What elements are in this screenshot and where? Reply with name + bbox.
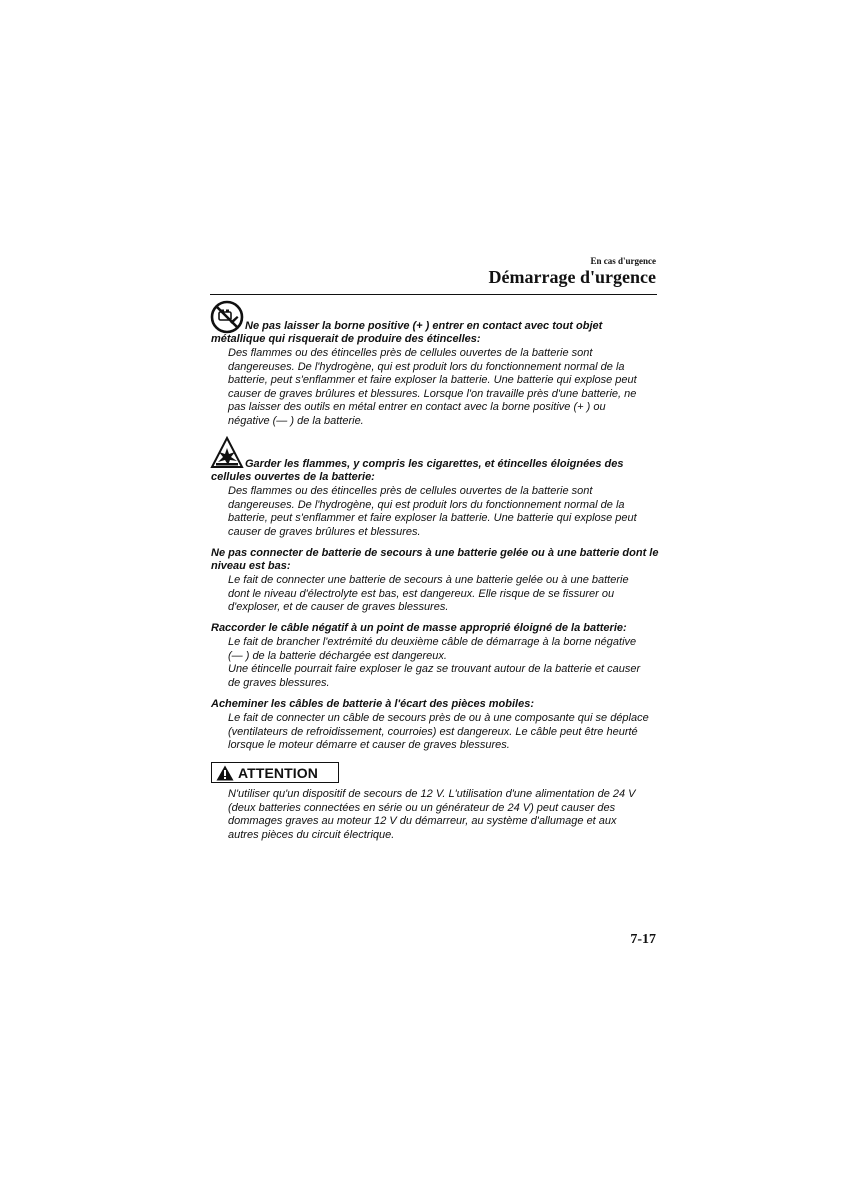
warning-body xyxy=(228,574,629,615)
body-line: de graves blessures. xyxy=(228,676,330,689)
body-line: causer de graves brûlures et blessures. xyxy=(228,525,421,538)
warning-triangle-icon xyxy=(216,765,234,781)
attention-box xyxy=(211,762,339,783)
body-line: Une étincelle pourrait faire exploser le gaz se trouvant autour de la batterie et causer xyxy=(228,663,641,676)
body-line: dommages graves au moteur 12 V du démarreur, au système d'allumage et aux xyxy=(228,815,617,828)
header-rule xyxy=(210,294,657,295)
warning-body xyxy=(228,485,637,539)
warning-heading: Garder les flammes, y compris les cigarettes, et étincelles éloignées des xyxy=(245,458,624,470)
body-line: Le fait de connecter un câble de secours près de ou à une composante qui se déplace xyxy=(228,712,649,724)
body-line: dangereuses. De l'hydrogène, qui est produit lors du fonctionnement normal de la xyxy=(228,498,625,511)
body-line: autres pièces du circuit électrique. xyxy=(228,828,395,841)
body-line: dont le niveau d'électrolyte est bas, est dangereux. Elle risque de se fissurer ou xyxy=(228,587,615,600)
body-line: dangereuses. De l'hydrogène, qui est produit lors du fonctionnement normal de la xyxy=(228,360,625,373)
explosion-warning-icon xyxy=(210,436,244,470)
body-line: N'utiliser qu'un dispositif de secours de 12 V. L'utilisation d'une alimentation de 24 V xyxy=(228,788,636,800)
warning-body xyxy=(228,347,637,429)
body-line: batterie, peut s'enflammer et faire exploser la batterie. Une batterie qui explose peut xyxy=(228,374,637,387)
no-metal-tools-icon xyxy=(210,300,244,334)
warning-heading: Ne pas laisser la borne positive (+ ) entrer en contact avec tout objet xyxy=(245,320,603,332)
body-line: lorsque le moteur démarre et causer de graves blessures. xyxy=(228,739,510,752)
page-number: 7-17 xyxy=(630,932,656,947)
body-line: (deux batteries connectées en série ou un générateur de 24 V) peut causer des xyxy=(228,801,616,814)
heading-line: Ne pas connecter de batterie de secours à une batterie gelée ou à une batterie dont le xyxy=(211,547,659,559)
body-line: Des flammes ou des étincelles près de cellules ouvertes de la batterie sont xyxy=(228,485,593,497)
body-line: négative (— ) de la batterie. xyxy=(228,414,364,427)
attention-label: ATTENTION xyxy=(238,764,318,781)
warning-heading xyxy=(211,622,627,635)
warning-body xyxy=(228,712,649,753)
heading-line: Acheminer les câbles de batterie à l'écart des pièces mobiles: xyxy=(211,698,534,710)
warning-body xyxy=(228,636,640,690)
section-label: En cas d'urgence xyxy=(590,256,656,266)
body-line: pas laisser des outils en métal entrer en contact avec la borne positive (+ ) ou xyxy=(228,401,606,414)
body-line: Le fait de connecter une batterie de secours à une batterie gelée ou à une batterie xyxy=(228,574,629,586)
heading-line: Raccorder le câble négatif à un point de masse approprié éloigné de la batterie: xyxy=(211,622,627,634)
heading-line: niveau est bas: xyxy=(211,560,291,573)
body-line: Le fait de brancher l'extrémité du deuxième câble de démarrage à la borne négative xyxy=(228,636,637,648)
warning-heading xyxy=(211,547,658,574)
body-line: (— ) de la batterie déchargée est dangereux. xyxy=(228,649,447,662)
warning-heading xyxy=(211,698,534,711)
body-line: batterie, peut s'enflammer et faire exploser la batterie. Une batterie qui explose peut xyxy=(228,512,637,525)
body-line: Des flammes ou des étincelles près de cellules ouvertes de la batterie sont xyxy=(228,347,593,359)
body-line: causer de graves brûlures et blessures. Lorsque l'on travaille près d'une batterie, ne xyxy=(228,387,637,400)
warning-heading: métallique qui risquerait de produire des étincelles: xyxy=(211,333,481,345)
body-line: d'exploser, et de causer de graves blessures. xyxy=(228,601,449,614)
body-line: (ventilateurs de refroidissement, courroies) est dangereux. Le câble peut être heurté xyxy=(228,725,638,738)
warning-heading: cellules ouvertes de la batterie: xyxy=(211,471,375,483)
attention-body xyxy=(228,788,636,842)
page-title: Démarrage d'urgence xyxy=(488,267,656,287)
